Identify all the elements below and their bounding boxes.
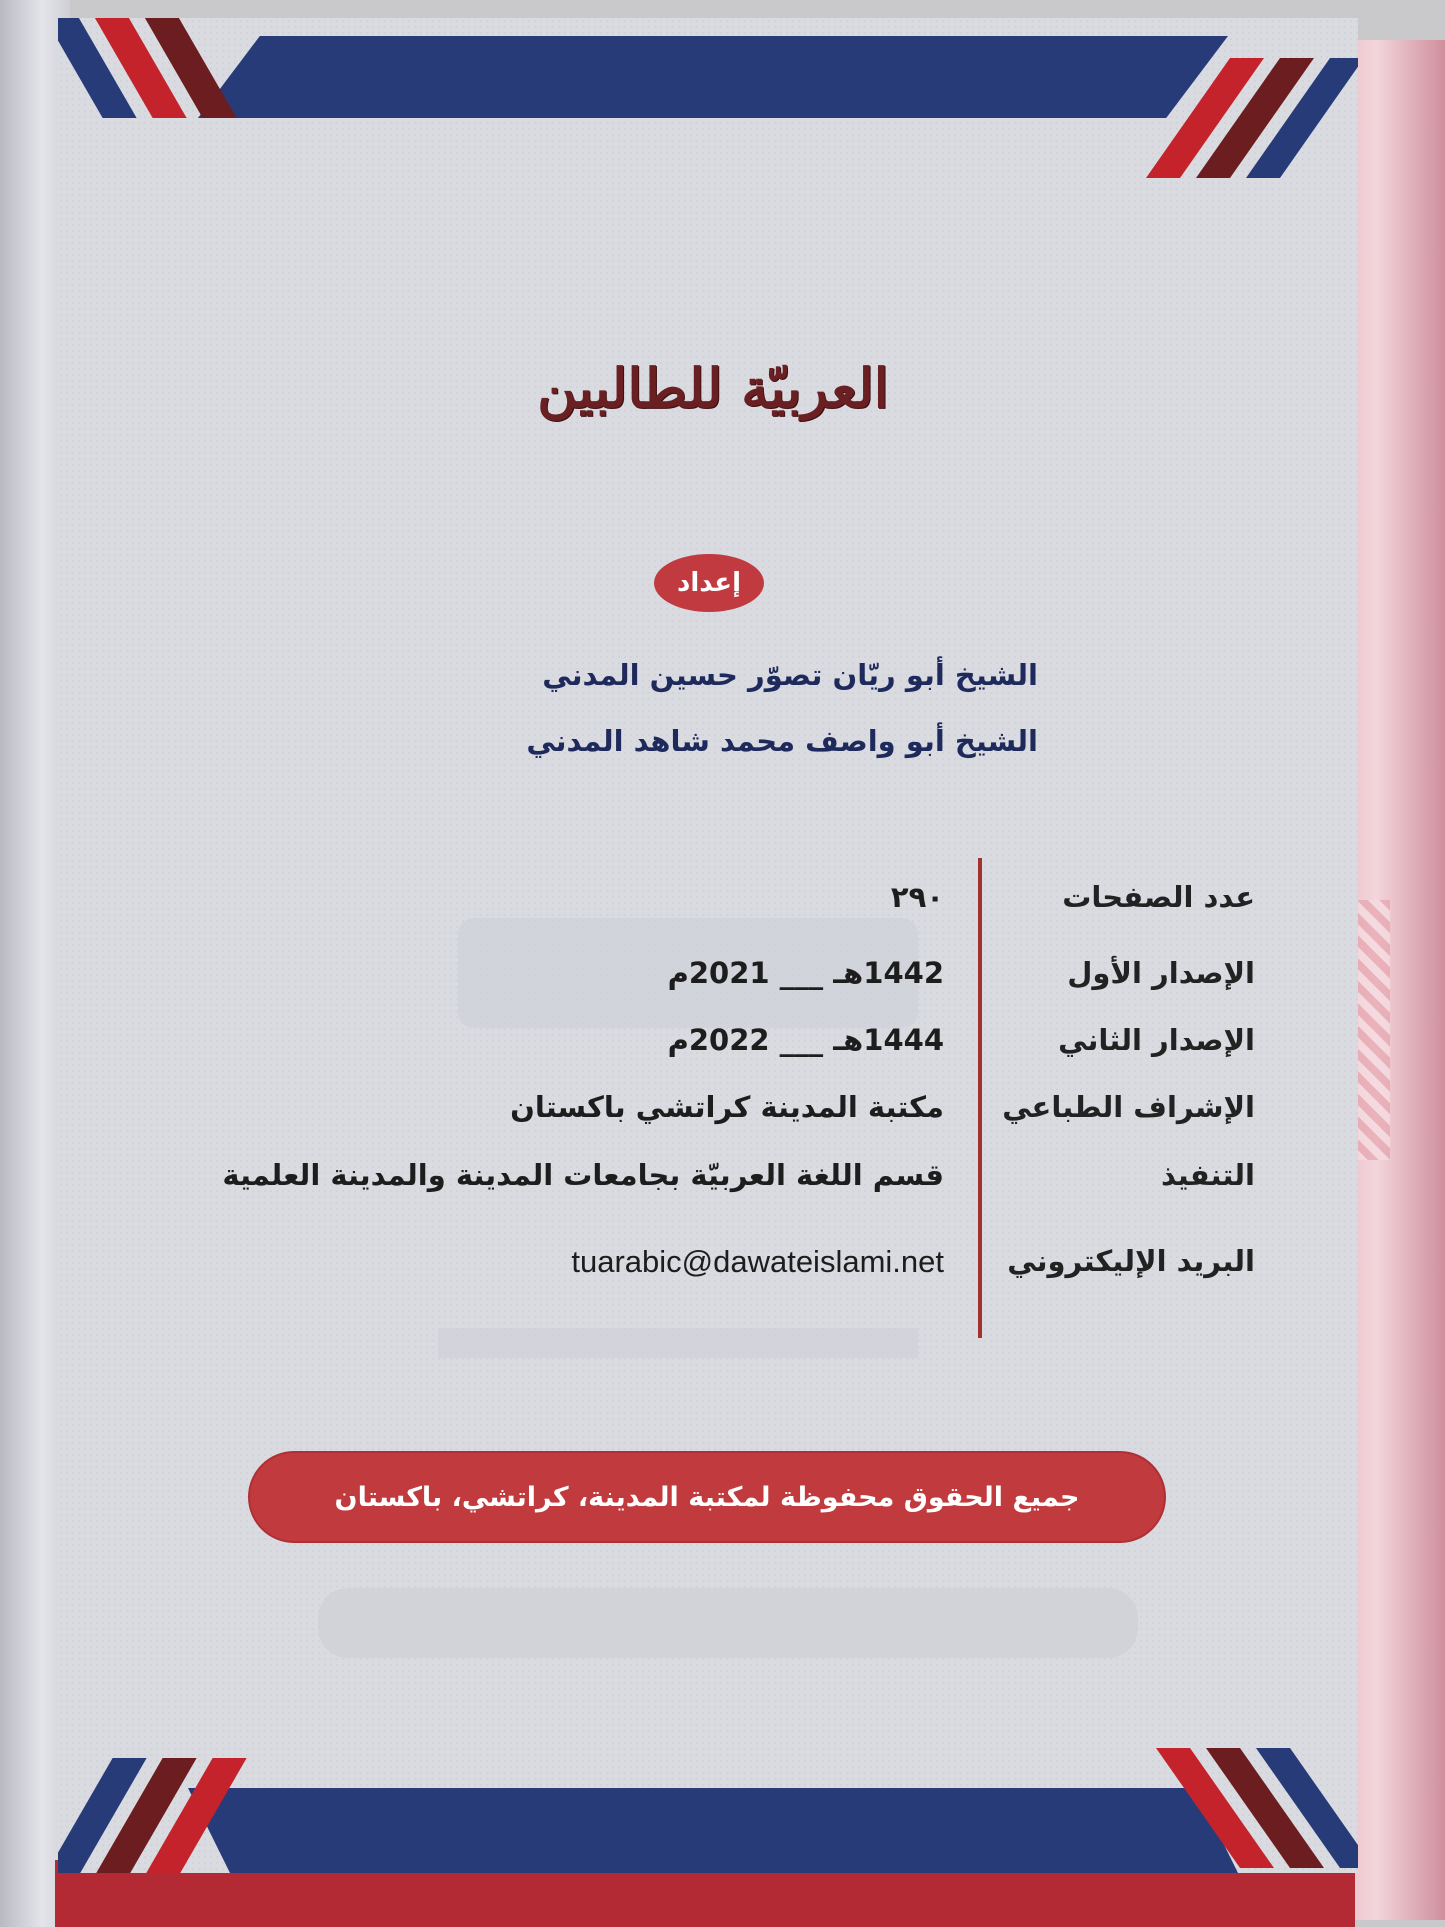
details-value: ٢٩٠ [890, 880, 944, 914]
prepared-by-badge: إعداد [654, 554, 764, 612]
email-value: tuarabic@dawateislami.net [571, 1244, 944, 1279]
details-label: عدد الصفحات [1062, 880, 1255, 914]
details-value: قسم اللغة العربيّة بجامعات المدينة والمدينة العلمية [222, 1158, 944, 1192]
details-label: التنفيذ [1161, 1158, 1255, 1192]
bottom-decorative-band [188, 1788, 1238, 1873]
details-label: الإصدار الأول [1067, 956, 1255, 990]
details-value: مكتبة المدينة كراتشي باكستان [510, 1090, 944, 1124]
details-label: الإصدار الثاني [1058, 1023, 1255, 1057]
book-title: العربيّة للطالبين [537, 356, 889, 420]
author-name: الشيخ أبو واصف محمد شاهد المدني [526, 724, 1038, 758]
details-divider [978, 858, 982, 1338]
details-value: 1442هـ ___ 2021م [667, 956, 944, 990]
details-label: البريد الإليكتروني [1007, 1244, 1255, 1278]
show-through-line [438, 1328, 918, 1358]
show-through-bar [318, 1588, 1138, 1658]
details-label: الإشراف الطباعي [1002, 1090, 1255, 1124]
details-value: 1444هـ ___ 2022م [667, 1023, 944, 1057]
title-page [58, 18, 1358, 1873]
top-decorative-band [198, 36, 1228, 118]
copyright-banner: جميع الحقوق محفوظة لمكتبة المدينة، كراتشي، باكستان [250, 1453, 1164, 1541]
author-name: الشيخ أبو ريّان تصوّر حسين المدني [542, 658, 1038, 692]
